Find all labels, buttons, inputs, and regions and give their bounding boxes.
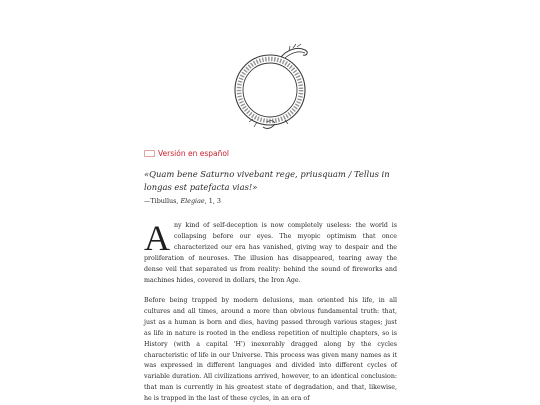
epigraph-source: —Tibullus, Elegiae, 1, 3 [144,197,221,205]
ouroboros-serpent-icon [223,38,317,134]
epigraph-reference: 1, 3 [208,197,221,205]
body-paragraph-1 [144,218,397,286]
drop-cap: A [144,218,170,258]
epigraph-quote: «Quam bene Saturno vivebant rege, priusquam / Tellus in longas est patefacta vias!» [144,169,390,192]
epigraph-author: —Tibullus, [144,197,179,205]
spanish-version-label: Versión en español [158,149,230,158]
paragraph-2-text: Before being trapped by modern delusions, man oriented his life, in all cultures and all times, around a more than obvious fundamental truth: that, just as a human is born and dies, having passed through various stages; just as life in nature is rooted in the endless repetition of multiple chapters, so is History (with a capital 'H') inexorably dragged along by the cycles characteristic of life in our Universe. This process was given many names as it was expressed in different languages and divided into different cycles of variable duration. All civilizations arrived, however, to an identical conclusion: that man is currently in his greatest state of degradation, and that, likewise, he is trapped in the last of these cycles, in an era of [144,297,397,403]
epigraph-work: Elegiae [180,197,205,205]
spanish-version-link[interactable] [144,149,229,158]
spanish-flag-icon [144,150,155,157]
body-paragraph-2 [144,296,397,405]
paragraph-1-text: ny kind of self-deception is now completely useless: the world is collapsing before our eyes. The myopic optimism that once characterized our era has vanished, giving way to despair and the proliferation of neuroses. The illusion has disappeared, tearing away the dense veil that separated us from reality: behind the sound of fireworks and machines hides, covered in dollars, the Iron Age. [144,222,397,284]
